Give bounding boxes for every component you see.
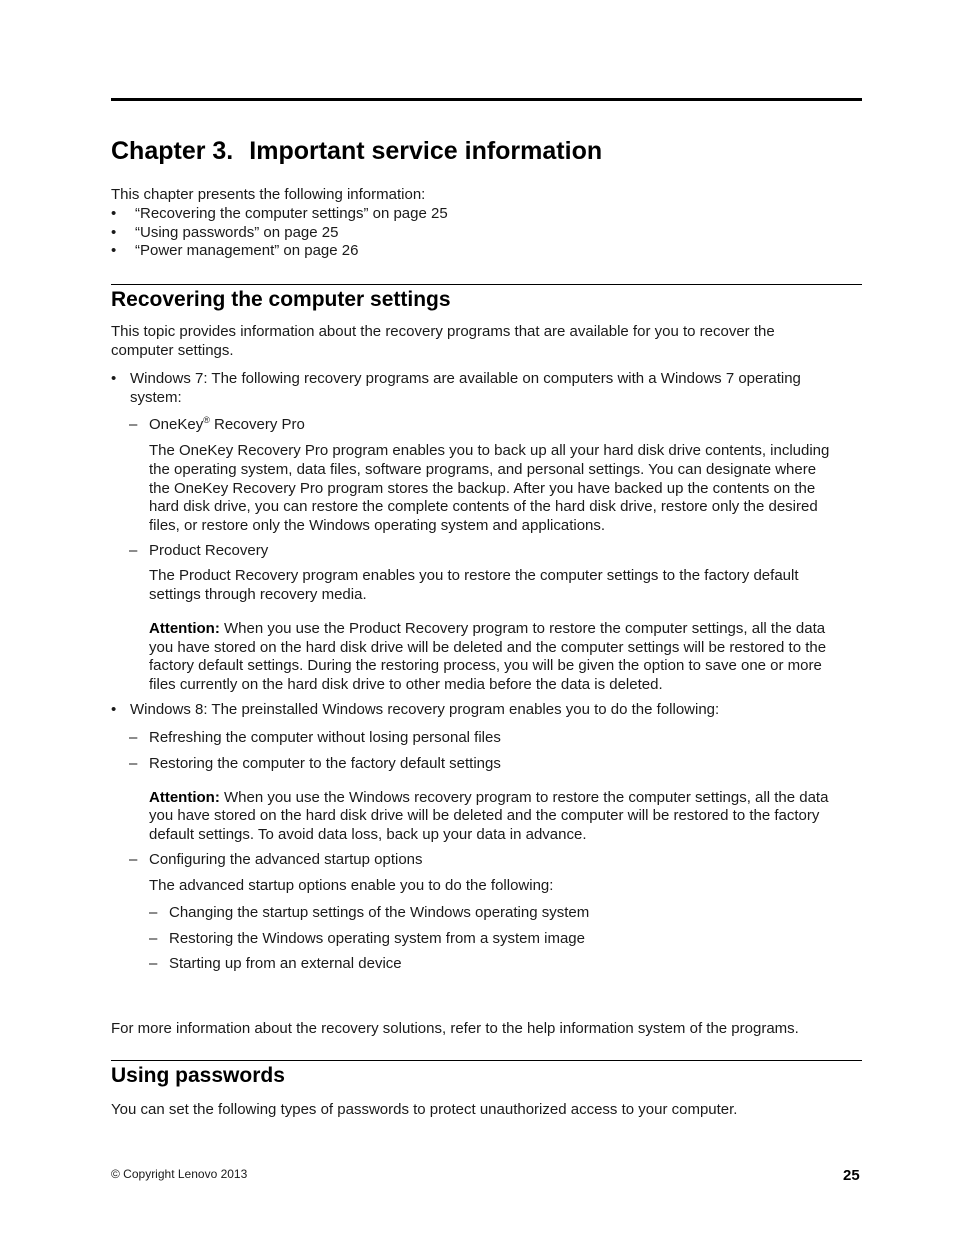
bullet-marker: • xyxy=(111,370,117,387)
dash-marker: – xyxy=(129,755,138,772)
bullet-marker: • xyxy=(111,701,117,718)
win8-line: Windows 8: The preinstalled Windows recovery program enables you to do the following: xyxy=(130,701,720,718)
attention-line: files currently on the hard disk drive to other media before the data is deleted. xyxy=(149,676,663,693)
section-rule xyxy=(111,1060,862,1061)
onekey-desc-line: hard disk drive, you can restore the complete contents of the hard disk drive, restore only the desired xyxy=(149,498,818,515)
advanced-item: Starting up from an external device xyxy=(169,955,402,972)
chapter-top-rule xyxy=(111,98,862,101)
chapter-intro: This chapter presents the following information: xyxy=(111,186,426,203)
chapter-number: Chapter 3. xyxy=(111,137,234,165)
onekey-desc-line: the OneKey Recovery Pro program stores the backup. After you have backed up the contents on the xyxy=(149,480,816,497)
dash-marker: – xyxy=(129,851,138,868)
dash-marker: – xyxy=(149,930,158,947)
dash-marker: – xyxy=(149,904,158,921)
attention-line: you have stored on the hard disk drive will be deleted and the computer will be restored to the factory xyxy=(149,807,820,824)
win7-line: Windows 7: The following recovery programs are available on computers with a Windows 7 operating xyxy=(130,370,801,387)
toc-link[interactable]: “Power management” on page 26 xyxy=(135,242,359,259)
advanced-item: Changing the startup settings of the Windows operating system xyxy=(169,904,590,921)
page-number: 25 xyxy=(843,1167,860,1184)
section-heading-recovering: Recovering the computer settings xyxy=(111,288,451,311)
toc-link[interactable]: “Recovering the computer settings” on page 25 xyxy=(135,205,448,222)
passwords-intro: You can set the following types of passwords to protect unauthorized access to your computer. xyxy=(111,1101,738,1118)
copyright: © Copyright Lenovo 2013 xyxy=(111,1167,248,1181)
recovering-intro-line: This topic provides information about the recovery programs that are available for you to recover the xyxy=(111,323,775,340)
onekey-desc-line: The OneKey Recovery Pro program enables you to back up all your hard disk drive contents, including xyxy=(149,442,830,459)
advanced-item: Restoring the Windows operating system from a system image xyxy=(169,930,585,947)
win7-line: system: xyxy=(130,389,182,406)
recovering-intro-line: computer settings. xyxy=(111,342,234,359)
product-recovery-item: Product Recovery xyxy=(149,542,269,559)
chapter-title xyxy=(111,136,602,166)
section-rule xyxy=(111,284,862,285)
dash-marker: – xyxy=(129,729,138,746)
attention-line: Attention: When you use the Windows recovery program to restore the computer settings, all the data xyxy=(149,789,829,806)
section-heading-passwords: Using passwords xyxy=(111,1064,285,1087)
dash-marker: – xyxy=(149,955,158,972)
win8-item: Refreshing the computer without losing personal files xyxy=(149,729,501,746)
dash-marker: – xyxy=(129,542,138,559)
product-desc-line: The Product Recovery program enables you to restore the computer settings to the factory default xyxy=(149,567,799,584)
attention-label: Attention: xyxy=(149,620,220,637)
win8-item: Configuring the advanced startup options xyxy=(149,851,423,868)
win8-item: Restoring the computer to the factory default settings xyxy=(149,755,501,772)
advanced-intro: The advanced startup options enable you to do the following: xyxy=(149,877,554,894)
chapter-heading: Important service information xyxy=(249,137,603,165)
product-desc-line: settings through recovery media. xyxy=(149,586,367,603)
more-info: For more information about the recovery solutions, refer to the help information system of the programs. xyxy=(111,1020,799,1037)
attention-label: Attention: xyxy=(149,789,220,806)
onekey-item: OneKey® Recovery Pro xyxy=(149,415,305,433)
attention-line: factory default settings. During the restoring process, you will be given the option to save one or more xyxy=(149,657,822,674)
toc-link[interactable]: “Using passwords” on page 25 xyxy=(135,224,339,241)
attention-line: Attention: When you use the Product Recovery program to restore the computer settings, all the data xyxy=(149,620,826,637)
attention-line: default settings. To avoid data loss, back up your data in advance. xyxy=(149,826,587,843)
attention-line: you have stored on the hard disk drive will be deleted and the computer settings will be restored to the xyxy=(149,639,827,656)
dash-marker: – xyxy=(129,416,138,433)
onekey-desc-line: the operating system, data files, software programs, and personal settings. You can designate where xyxy=(149,461,817,478)
onekey-desc-line: files, or restore only the Windows operating system and applications. xyxy=(149,517,606,534)
